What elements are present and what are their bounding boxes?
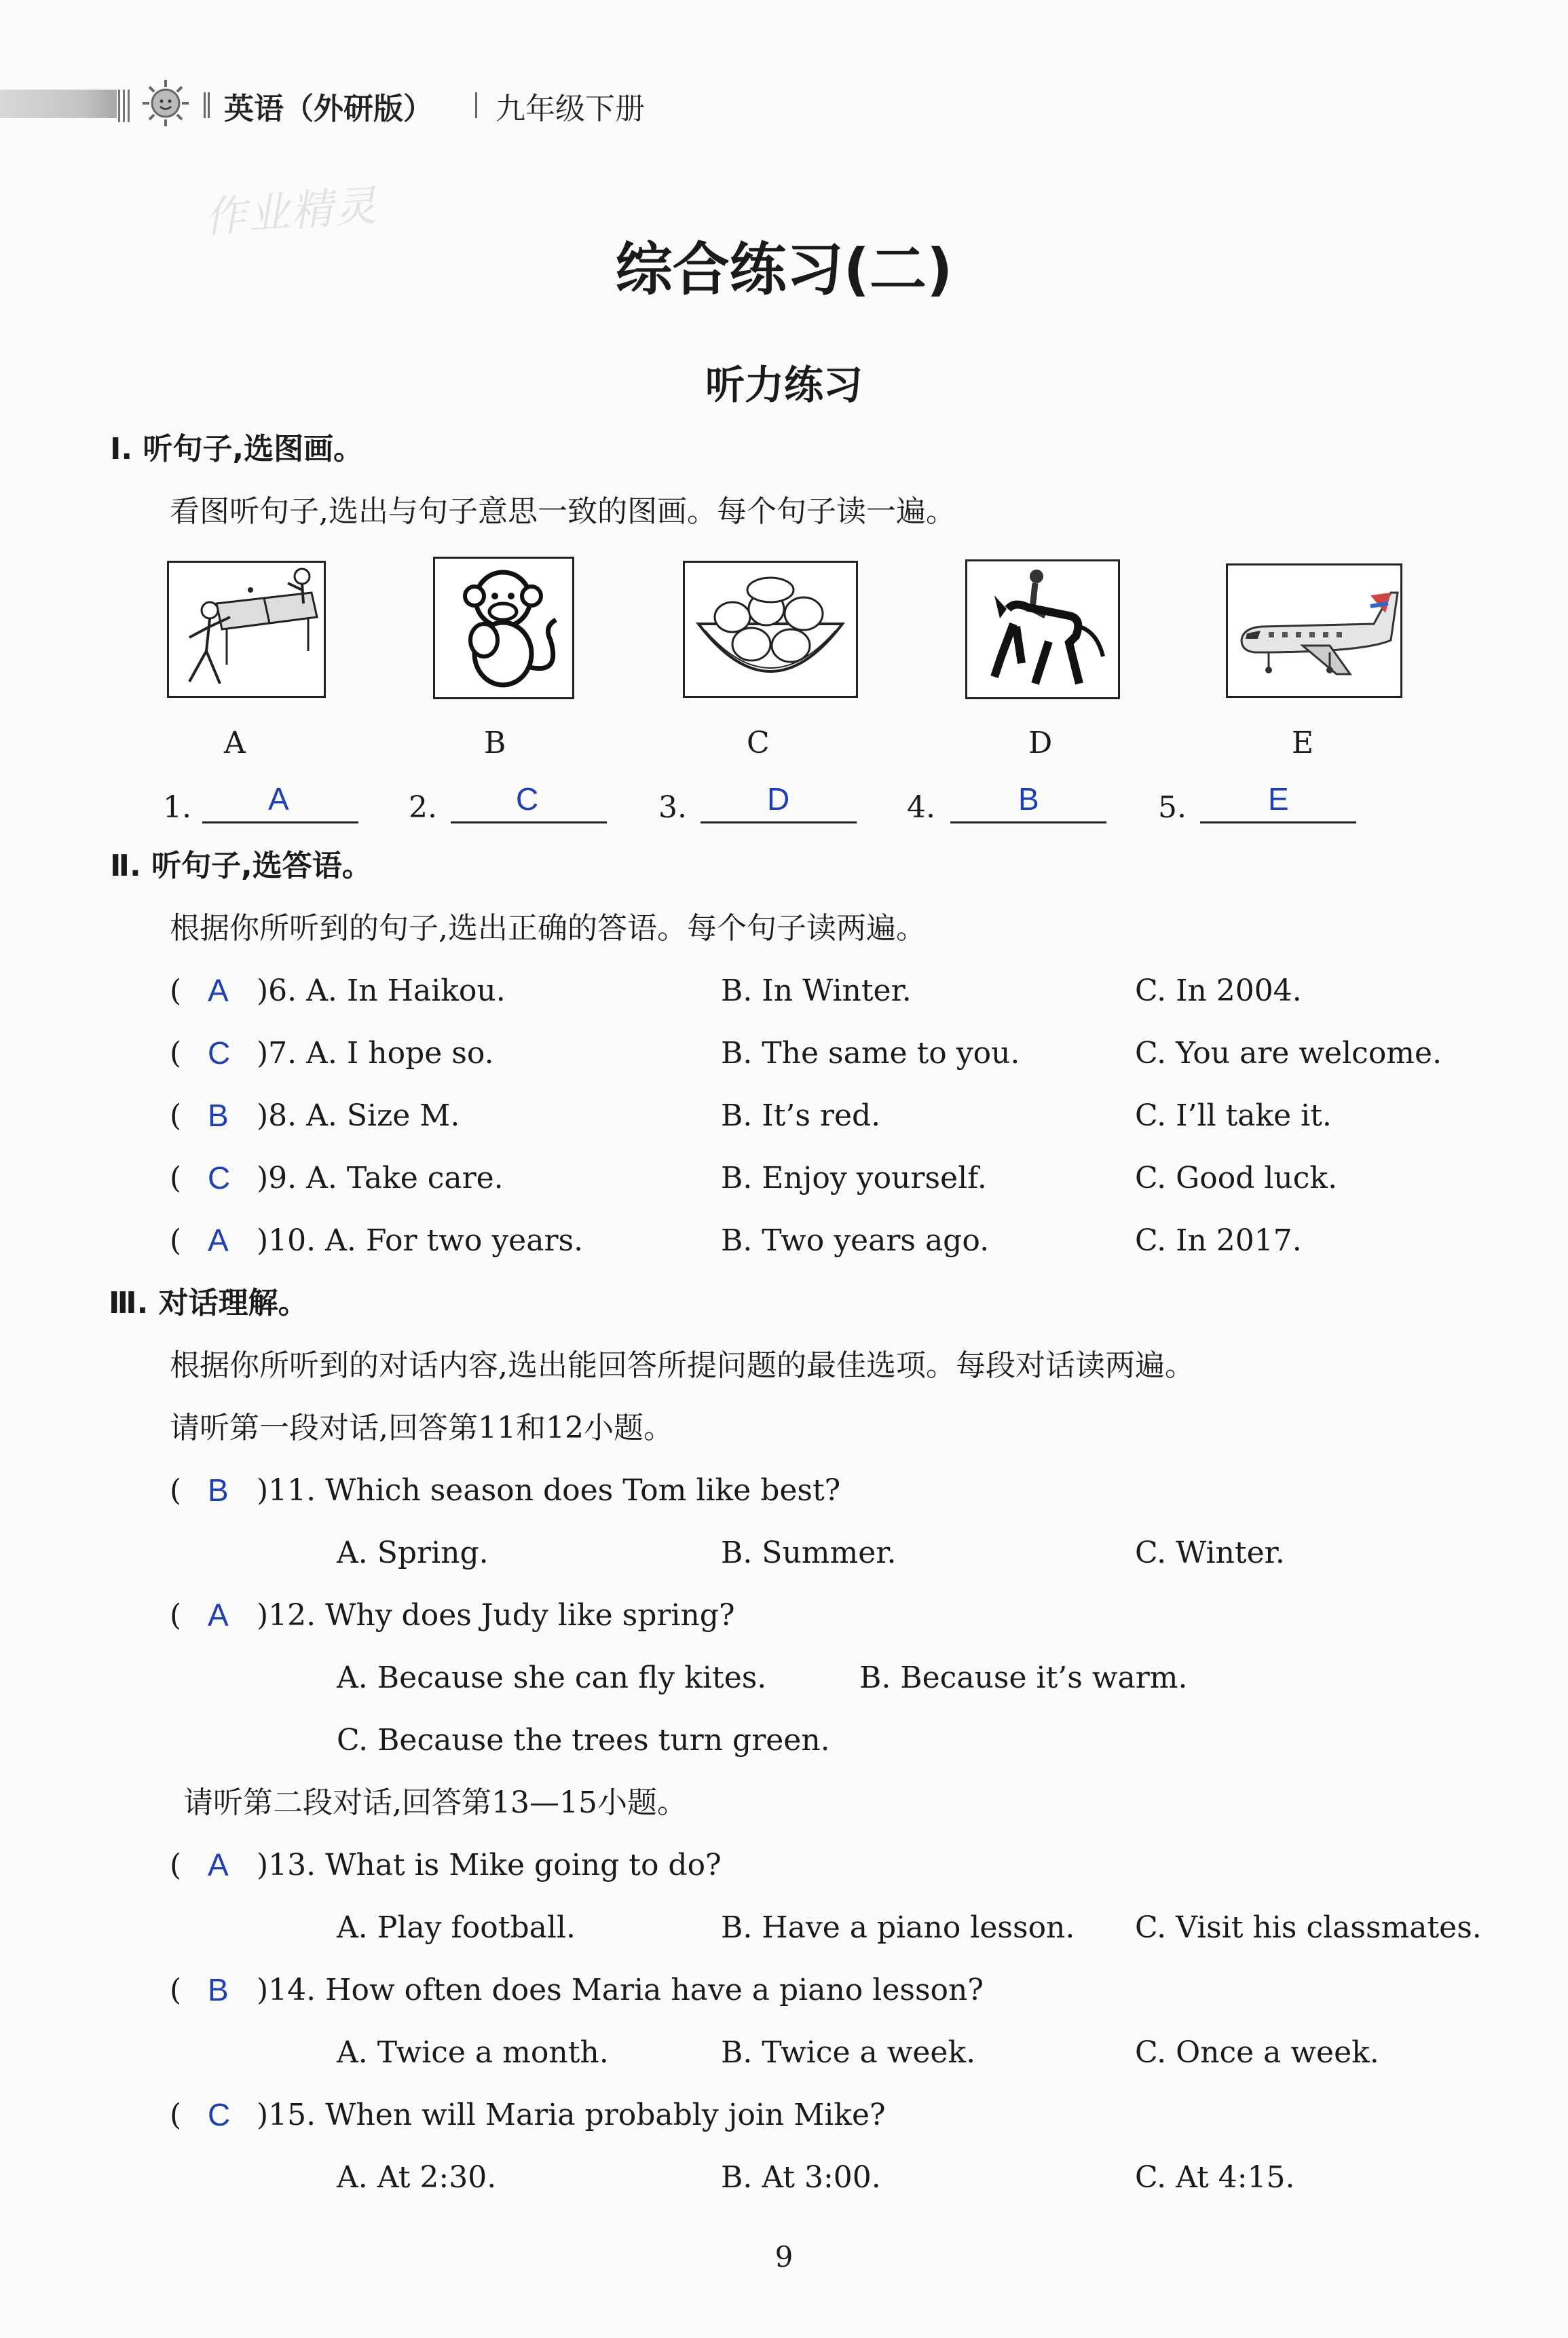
picture-letter: D [1028, 726, 1053, 760]
answer-text: A [268, 781, 289, 817]
answer-text: C [208, 1035, 231, 1071]
question-option-b: B. Twice a week. [721, 2035, 976, 2070]
answer-text: C [516, 781, 539, 817]
answer-text: E [1268, 781, 1289, 817]
answer-text: A [208, 1847, 229, 1882]
question-option-b: B. Summer. [721, 1536, 897, 1570]
picture-d-horse-rider [965, 559, 1120, 699]
question-option-a: )7. A. I hope so. [257, 1036, 494, 1071]
picture-c-fruit-bowl [683, 561, 858, 698]
picture-letter: B [484, 726, 506, 760]
question-option-a: A. At 2:30. [337, 2160, 497, 2195]
answer-paren: ( [170, 1036, 182, 1071]
question-option-a: )10. A. For two years. [257, 1223, 584, 1258]
answer-text: B [1018, 781, 1039, 817]
question-stem: )13. What is Mike going to do? [257, 1848, 722, 1882]
section-2-heading: Ⅱ. 听句子,选答语。 [110, 849, 372, 883]
header-separator [204, 92, 210, 118]
question-stem: )12. Why does Judy like spring? [257, 1598, 735, 1633]
question-option-b: B. At 3:00. [721, 2160, 881, 2195]
answer-paren: ( [170, 1473, 182, 1508]
question-option-c: C. Because the trees turn green. [337, 1723, 830, 1758]
question-stem: )15. When will Maria probably join Mike? [257, 2098, 886, 2132]
question-option-c: C. In 2004. [1135, 973, 1302, 1008]
question-option-b: B. In Winter. [721, 973, 912, 1008]
airplane-icon [1228, 565, 1400, 696]
question-option-b: B. Enjoy yourself. [721, 1161, 987, 1195]
answer-paren: ( [170, 1973, 182, 2007]
answer-blank [451, 821, 607, 823]
answer-text: D [767, 781, 790, 817]
sun-logo-icon [141, 79, 190, 128]
question-option-c: C. Visit his classmates. [1135, 1910, 1482, 1945]
question-option-c: C. I’ll take it. [1135, 1098, 1332, 1133]
picture-a-table-tennis [167, 561, 326, 698]
picture-b-monkey [433, 557, 574, 699]
header-book-title: 英语（外研版） [224, 92, 433, 126]
question-option-b: B. Have a piano lesson. [721, 1910, 1075, 1945]
question-option-b: B. It’s red. [721, 1098, 881, 1133]
question-stem: )11. Which season does Tom like best? [257, 1473, 841, 1508]
answer-blank [1200, 821, 1356, 823]
question-option-c: C. Once a week. [1135, 2035, 1379, 2070]
section-1-instruction: 看图听句子,选出与句子意思一致的图画。每个句子读一遍。 [170, 494, 956, 529]
question-option-c: C. At 4:15. [1135, 2160, 1295, 2195]
answer-text: C [208, 2097, 231, 2132]
section-subtitle: 听力练习 [705, 362, 863, 408]
answer-text: B [208, 1472, 229, 1508]
answer-text: C [208, 1160, 231, 1195]
question-option-c: C. You are welcome. [1135, 1036, 1442, 1071]
page-number: 9 [774, 2240, 794, 2274]
question-option-a: A. Play football. [337, 1910, 576, 1945]
question-option-a: )8. A. Size M. [257, 1098, 460, 1133]
answer-text: B [208, 1972, 229, 2007]
answer-paren: ( [170, 973, 182, 1008]
header-grade: 九年级下册 [496, 92, 645, 126]
section-3-instruction: 根据你所听到的对话内容,选出能回答所提问题的最佳选项。每段对话读两遍。 [170, 1348, 1195, 1383]
blank-number: 5. [1158, 790, 1187, 825]
question-option-a: A. Twice a month. [337, 2035, 609, 2070]
section-1-heading: Ⅰ. 听句子,选图画。 [110, 432, 364, 466]
watermark: 作业精灵 [202, 181, 379, 242]
blank-number: 3. [658, 790, 687, 825]
table-tennis-icon [169, 563, 324, 696]
answer-paren: ( [170, 1598, 182, 1633]
monkey-icon [435, 559, 572, 697]
question-option-b: B. Because it’s warm. [859, 1660, 1188, 1695]
horse-rider-icon [967, 561, 1118, 697]
question-option-c: C. Winter. [1135, 1536, 1285, 1570]
blank-number: 4. [907, 790, 935, 825]
answer-blank [950, 821, 1106, 823]
answer-paren: ( [170, 1848, 182, 1882]
question-option-c: C. In 2017. [1135, 1223, 1302, 1258]
dialog-1-intro: 请听第一段对话,回答第11和12小题。 [170, 1411, 673, 1445]
picture-e-airplane [1226, 563, 1402, 698]
question-option-c: C. Good luck. [1135, 1161, 1338, 1195]
question-stem: )14. How often does Maria have a piano lesson? [257, 1973, 984, 2007]
question-option-b: B. The same to you. [721, 1036, 1020, 1071]
picture-letter: A [224, 726, 246, 760]
answer-paren: ( [170, 2098, 182, 2132]
question-option-a: )9. A. Take care. [257, 1161, 504, 1195]
fruit-bowl-icon [685, 563, 856, 696]
blank-number: 2. [409, 790, 437, 825]
section-3-heading: Ⅲ. 对话理解。 [109, 1286, 308, 1320]
header-separator [475, 92, 479, 118]
answer-text: A [208, 1597, 229, 1633]
answer-blank [701, 821, 857, 823]
question-option-b: B. Two years ago. [721, 1223, 990, 1258]
header-stripes [118, 90, 132, 122]
header-decoration-bar [0, 90, 117, 118]
page-title: 综合练习(二) [615, 236, 953, 303]
picture-letter: E [1292, 726, 1314, 760]
answer-text: A [208, 1223, 229, 1258]
answer-text: B [208, 1098, 229, 1133]
dialog-2-intro: 请听第二段对话,回答第13—15小题。 [183, 1785, 687, 1820]
question-option-a: A. Because she can fly kites. [337, 1660, 767, 1695]
question-option-a: A. Spring. [337, 1536, 489, 1570]
answer-paren: ( [170, 1098, 182, 1133]
answer-text: A [208, 973, 229, 1008]
blank-number: 1. [163, 790, 191, 825]
section-2-instruction: 根据你所听到的句子,选出正确的答语。每个句子读两遍。 [170, 911, 926, 946]
picture-letter: C [747, 726, 770, 760]
answer-blank [202, 821, 358, 823]
question-option-a: )6. A. In Haikou. [257, 973, 506, 1008]
answer-paren: ( [170, 1161, 182, 1195]
answer-paren: ( [170, 1223, 182, 1258]
